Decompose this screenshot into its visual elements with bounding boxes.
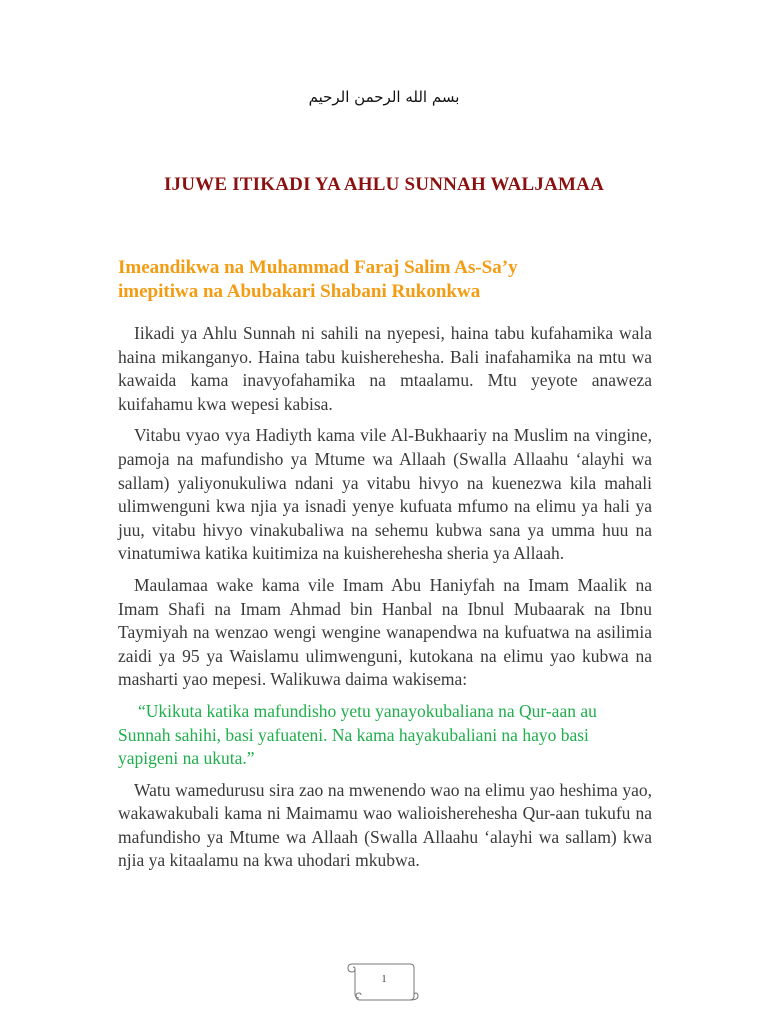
author-line-1: Imeandikwa na Muhammad Faraj Salim As-Sa’y [118, 257, 518, 278]
page-number-badge [346, 958, 422, 1006]
quote-paragraph: “Ukikuta katika mafundisho yetu yanayokubaliana na Qur-aan au Sunnah sahihi, basi yafuateni. Na kama hayakubaliani na hayo basi yapigeni na ukuta.” [118, 700, 597, 769]
paragraph-2: Vitabu vyao vya Hadiyth kama vile Al-Bukhaariy na Muslim na vingine, pamoja na mafundisho ya Mtume wa Allaah (Swalla Allaahu ‘alayhi wa sallam) yaliyonukuliwa ndani ya vitabu hivyo na kuenezwa kila mahali ulimwenguni kwa njia ya isnadi yenye kufuata mfumo na elimu ya hali ya juu, vitabu hivyo vinakubaliwa na sehemu kubwa sana ya umma huu na vinatumiwa katika kuitimiza na kuisherehesha sheria ya Allaah. [118, 425, 652, 564]
closing-paragraph: Watu wamedurusu sira zao na mwenendo wao na elimu yao heshima yao, wakawakubali kama ni Maimamu wao walioisherehesha Qur-aan tukufu na mafundisho ya Mtume wa Allaah (Swalla Allaahu ‘alayhi wa sallam) kwa njia ya kitaalamu na kwa uhodari mkubwa. [118, 779, 652, 871]
page-number: 1 [381, 974, 387, 985]
document-title: IJUWE ITIKADI YA AHLU SUNNAH WALJAMAA [163, 174, 605, 195]
basmala-heading: بسم الله الرحمن الرحيم [308, 88, 460, 106]
author-line-2: imepitiwa na Abubakari Shabani Rukonkwa [118, 281, 481, 302]
body-text [118, 322, 652, 881]
paragraph-1: Iikadi ya Ahlu Sunnah ni sahili na nyepesi, haina tabu kufahamika wala haina mikanganyo. Haina tabu kuisherehesha. Bali inafahamika na mtu wa kawaida kama inavyofahamika na mtaalamu. Mtu yeyote anaweza kuifahamu kwa wepesi kabisa. [118, 323, 652, 414]
author-credits [118, 256, 678, 304]
paragraph-3: Maulamaa wake kama vile Imam Abu Haniyfah na Imam Maalik na Imam Shafi na Imam Ahmad bin Hanbal na Ibnul Mubaarak na Ibnu Taymiyah na wenzao wengi wengine wanapendwa na kufuatwa na asilimia zaidi ya 95 ya Waislamu ulimwenguni, kutokana na elimu yao kubwa na masharti yao mepesi. Walikuwa daima wakisema: [118, 574, 652, 690]
